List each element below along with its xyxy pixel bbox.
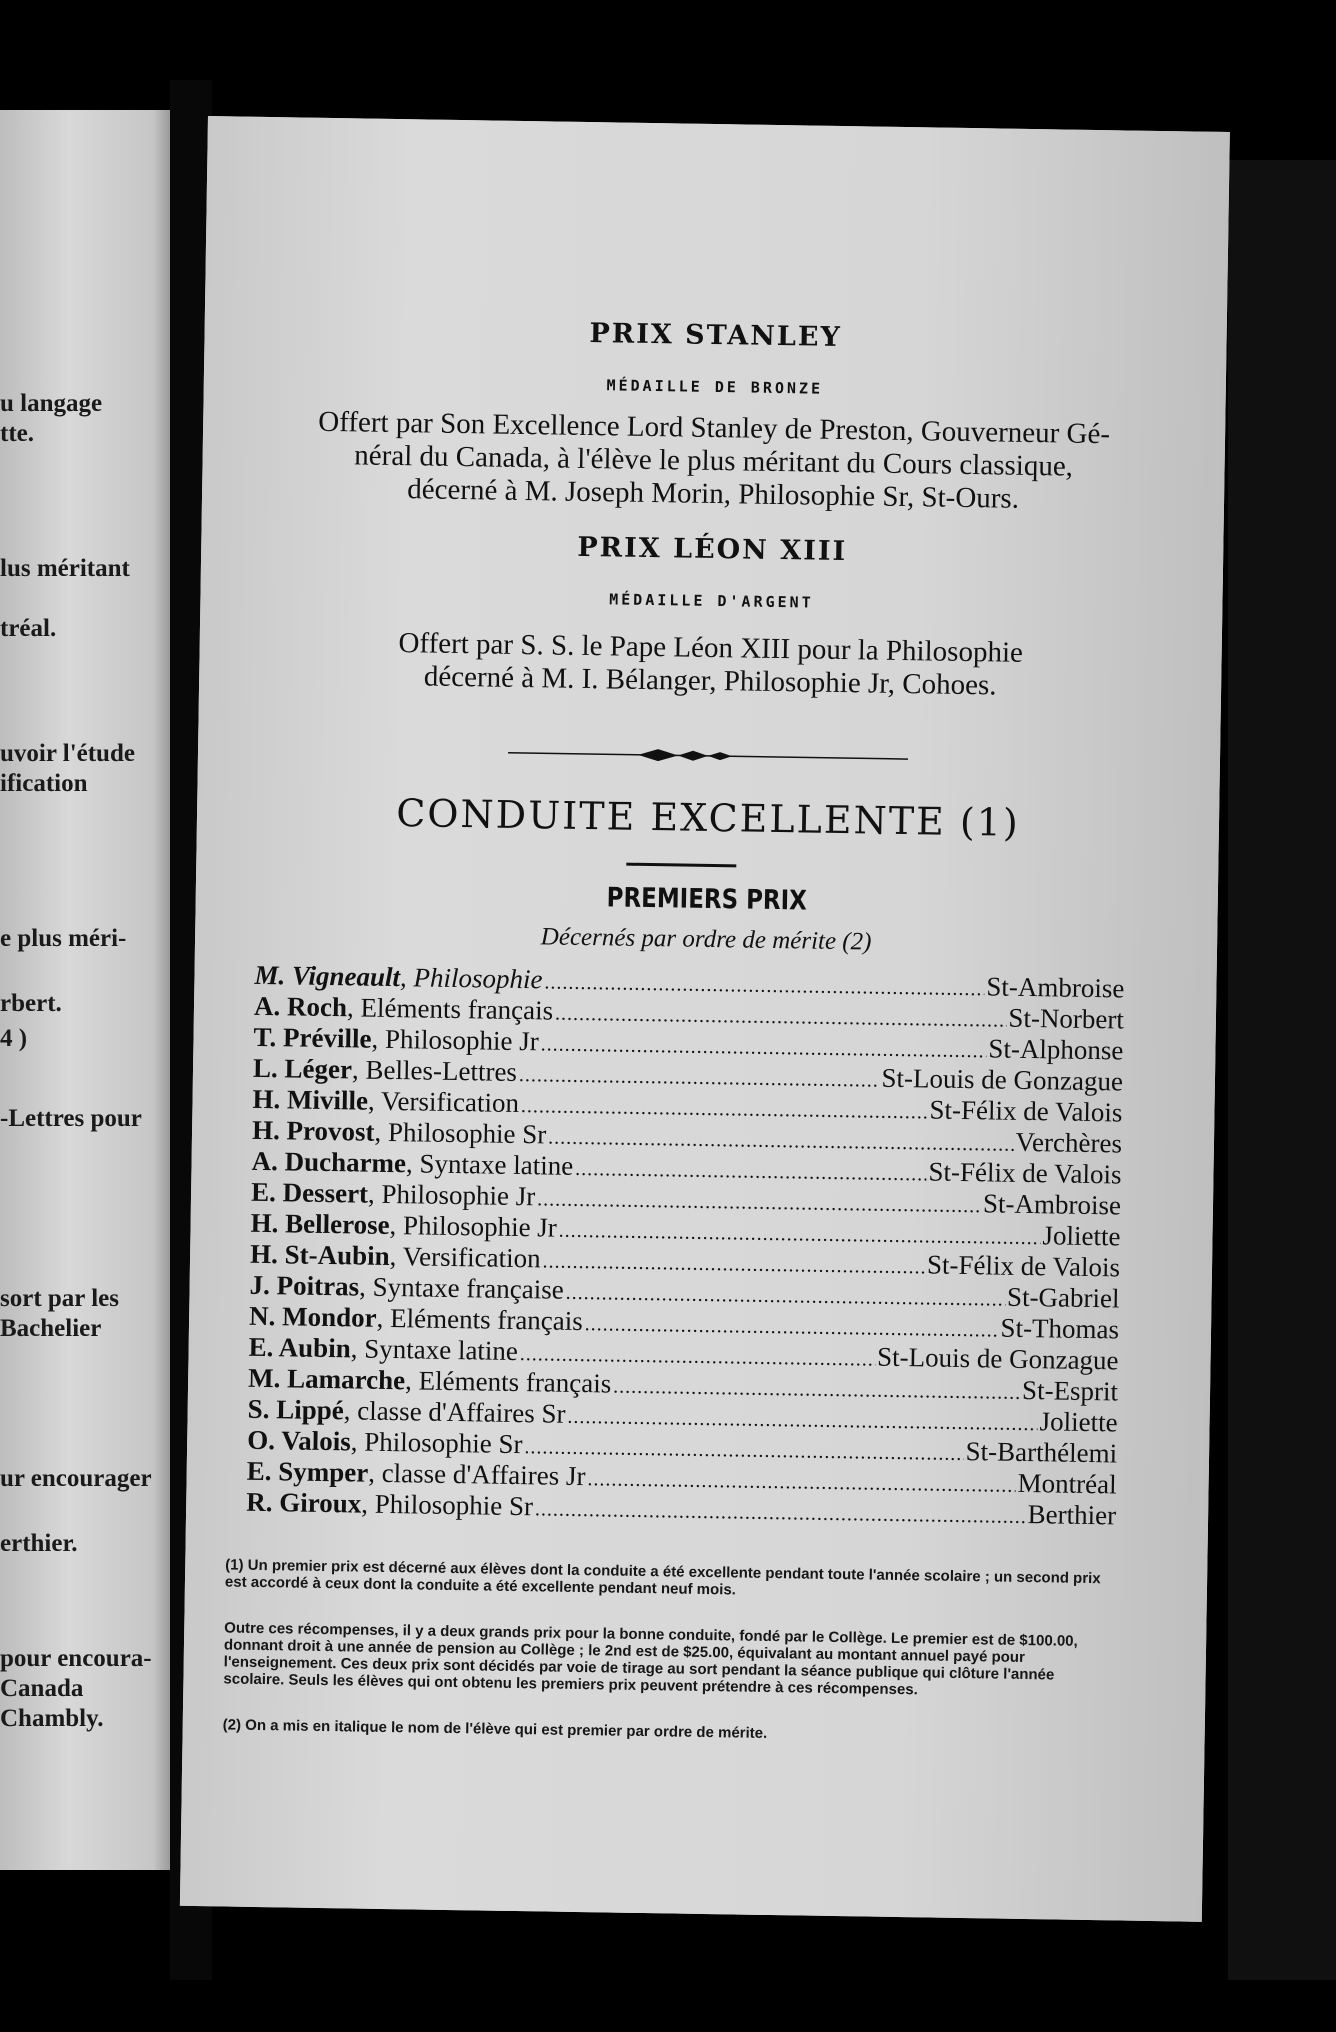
list-item: T. Préville, Philosophie Jr ..... St-Alphonse [253,1022,1123,1067]
left-line: 4 ) [0,1025,28,1052]
list-item: A. Roch, Eléments français ..... St-Norbert [254,991,1124,1036]
prix-leon-line: Offert par S. S. le Pape Léon XIII pour la Philosophie [398,627,1024,669]
list-item: M. Vigneault, Philosophie ..... St-Ambroise [254,960,1124,1005]
list-item: O. Valois, Philosophie Sr ..... St-Barthélemi [247,1425,1117,1470]
left-line: pour encoura- [0,1645,152,1672]
left-line: rbert. [0,990,62,1017]
list-item: J. Poitras, Syntaxe française ..... St-Gabriel [249,1270,1119,1315]
left-page-fragment [0,110,170,1870]
prix-leon-line: décerné à M. I. Bélanger, Philosophie Jr, Cohoes. [423,660,997,702]
left-line: -Lettres pour [0,1105,142,1132]
left-line: tréal. [0,615,57,642]
prix-stanley-line: Offert par Son Excellence Lord Stanley de Preston, Gouverneur Gé- [318,405,1111,451]
ornament-divider [508,743,908,769]
left-line: tte. [0,420,34,447]
list-item: E. Symper, classe d'Affaires Jr ..... Montréal [246,1456,1116,1501]
list-item: H. St-Aubin, Versification ..... St-Félix de Valois [250,1239,1120,1284]
left-line: u langage [0,390,103,417]
prix-leon-title: PRIX LÉON XIII [577,531,848,568]
footnote-prizes: Outre ces récompenses, il y a deux grands prix pour la bonne conduite, fondé par le Collège. Le premier est de $100.00, donnant droit à une année de pension au Collège ; le 2nd est de $25.00, équivalant au montant annuel payé pour l'enseignement. Ces deux prix sont décidés par voie de tirage au sort pendant la séance publique qui clôture l'année scolaire. Seuls les élèves qui ont obtenu les premiers prix peuvent prétendre à ces récompenses. [223,1619,1078,1699]
list-item: L. Léger, Belles-Lettres ..... St-Louis de Gonzague [253,1053,1123,1098]
section-title: CONDUITE EXCELLENTE (1) [395,791,1021,845]
prix-stanley-title: PRIX STANLEY [589,318,842,353]
prix-stanley-line: décerné à M. Joseph Morin, Philosophie Sr, St-Ours. [407,473,1020,515]
left-line: ification [0,770,88,797]
list-item: E. Dessert, Philosophie Jr ..... St-Ambroise [251,1177,1121,1222]
list-item: E. Aubin, Syntaxe latine ..... St-Louis de Gonzague [248,1332,1118,1377]
list-item: R. Giroux, Philosophie Sr ..... Berthier [246,1487,1116,1532]
list-item: S. Lippé, classe d'Affaires Sr ..... Joliette [247,1394,1117,1439]
left-line: uvoir l'étude [0,740,135,767]
footnote-1: (1) Un premier prix est décerné aux élèves dont la conduite a été excellente pendant toute l'année scolaire ; un second prix est accordé à ceux dont la conduite a été excellente pendant neuf mois. [224,1556,1101,1599]
page-edge-shadow [1228,160,1336,1980]
left-line: lus méritant [0,555,130,582]
list-item: N. Mondor, Eléments français ..... St-Thomas [249,1301,1119,1346]
premiers-prix-subtitle: PREMIERS PRIX [606,882,808,917]
list-item: A. Ducharme, Syntaxe latine ..... St-Félix de Valois [251,1146,1121,1191]
prix-stanley-medal: MÉDAILLE DE BRONZE [606,376,824,398]
prize-list [246,960,1125,1532]
left-line: e plus méri- [0,925,127,952]
footnote-2: (2) On a mis en italique le nom de l'élève qui est premier par ordre de mérite. [222,1716,768,1742]
prix-stanley-line: néral du Canada, à l'élève le plus méritant du Cours classique, [354,439,1074,483]
left-line: Bachelier [0,1315,102,1342]
left-line: Canada [0,1675,84,1702]
left-line: sort par les [0,1285,119,1312]
prix-leon-medal: MÉDAILLE D'ARGENT [609,590,814,612]
left-line: erthier. [0,1530,78,1557]
main-page [180,116,1230,1922]
list-item: H. Provost, Philosophie Sr ..... Verchères [252,1115,1122,1160]
list-item: M. Lamarche, Eléments français ..... St-Esprit [248,1363,1118,1408]
left-line: ur encourager [0,1465,152,1492]
title-rule [626,863,736,868]
merit-order-note: Décernés par ordre de mérite (2) [540,923,872,956]
list-item: H. Miville, Versification ..... St-Félix de Valois [252,1084,1122,1129]
left-line: Chambly. [0,1705,104,1732]
list-item: H. Bellerose, Philosophie Jr ..... Joliette [250,1208,1120,1253]
